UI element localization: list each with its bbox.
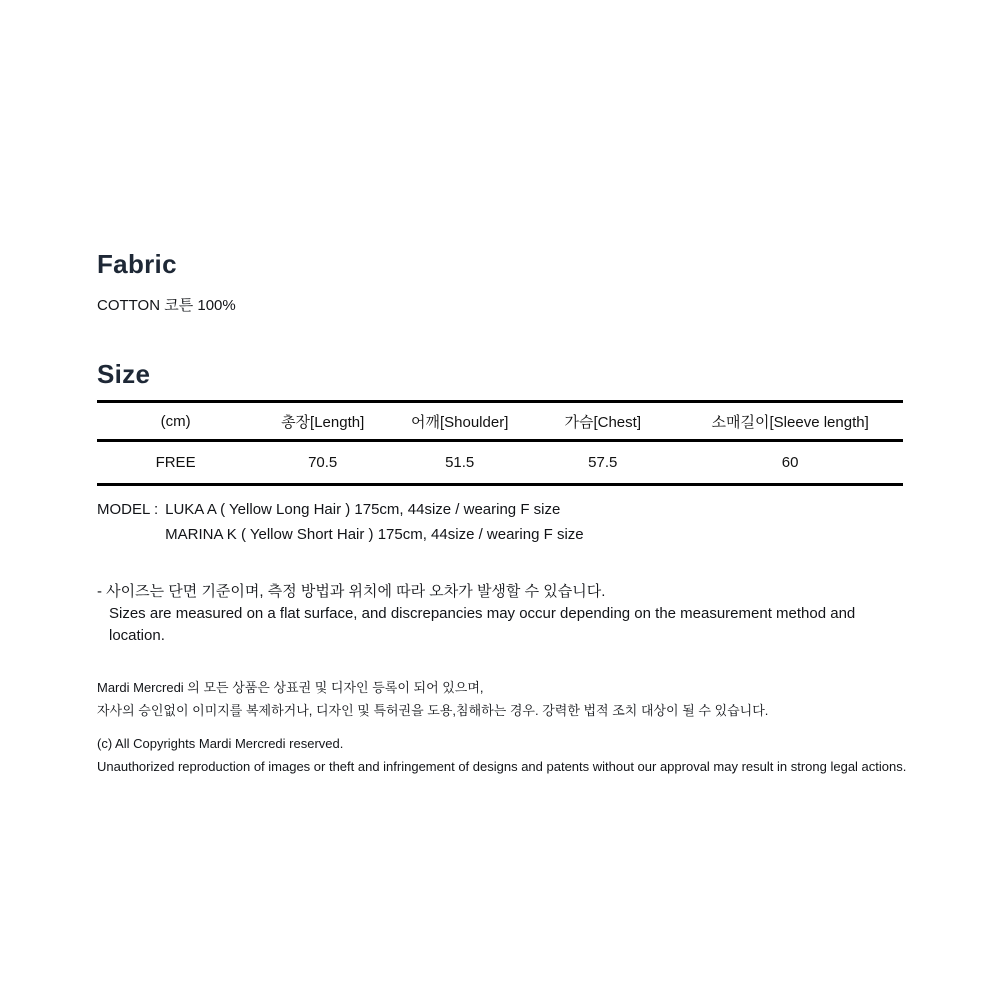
size-chart-table <box>97 400 903 486</box>
legal-notice-korean <box>97 676 903 722</box>
size-table-column-length: 총장[Length] <box>281 413 365 431</box>
model-info-line-luka: LUKA A ( Yellow Long Hair ) 175cm, 44size / wearing F size <box>165 501 561 518</box>
size-value-length: 70.5 <box>308 454 338 471</box>
model-info-line-marina: MARINA K ( Yellow Short Hair ) 175cm, 44size / wearing F size <box>165 526 584 543</box>
fabric-heading: Fabric <box>97 249 177 279</box>
size-table-column-chest: 가슴[Chest] <box>564 413 641 431</box>
size-table-column-sleeve: 소매길이[Sleeve length] <box>711 413 869 431</box>
size-disclaimer-korean: - 사이즈는 단면 기준이며, 측정 방법과 위치에 따라 오차가 발생할 수 있습니다. <box>97 583 606 600</box>
legal-notice-korean-line-1: Mardi Mercredi 의 모든 상품은 상표권 및 디자인 등록이 되어 있으며, <box>97 680 484 695</box>
legal-notice-english-line: Unauthorized reproduction of images or theft and infringement of designs and patents without our approval may result in strong legal actions. <box>97 759 907 774</box>
model-info-prefix: MODEL : <box>97 501 159 518</box>
copyright-notice <box>97 732 907 778</box>
size-disclaimer-english: Sizes are measured on a flat surface, and discrepancies may occur depending on the measurement method and location. <box>109 605 856 644</box>
size-value-chest: 57.5 <box>588 454 618 471</box>
table-row <box>97 441 903 485</box>
size-table-header-row <box>97 402 903 441</box>
model-info-lines <box>165 497 584 547</box>
size-table-unit-header: (cm) <box>160 412 191 430</box>
copyright-line: (c) All Copyrights Mardi Mercredi reserved. <box>97 736 344 751</box>
size-value-sleeve: 60 <box>781 454 799 471</box>
size-value-shoulder: 51.5 <box>445 454 475 471</box>
size-table-header <box>97 402 903 441</box>
size-heading: Size <box>97 359 151 389</box>
size-disclaimer <box>97 581 903 647</box>
size-table-body <box>97 441 903 485</box>
model-info <box>97 497 903 547</box>
legal-notice-korean-line-2: 자사의 승인없이 이미지를 복제하거나, 디자인 및 특허권을 도용,침해하는 경우. 강력한 법적 조치 대상이 될 수 있습니다. <box>97 703 769 718</box>
size-table-column-shoulder: 어깨[Shoulder] <box>411 413 509 431</box>
fabric-composition-text: COTTON 코튼 100% <box>97 297 236 314</box>
size-row-label: FREE <box>155 454 196 471</box>
